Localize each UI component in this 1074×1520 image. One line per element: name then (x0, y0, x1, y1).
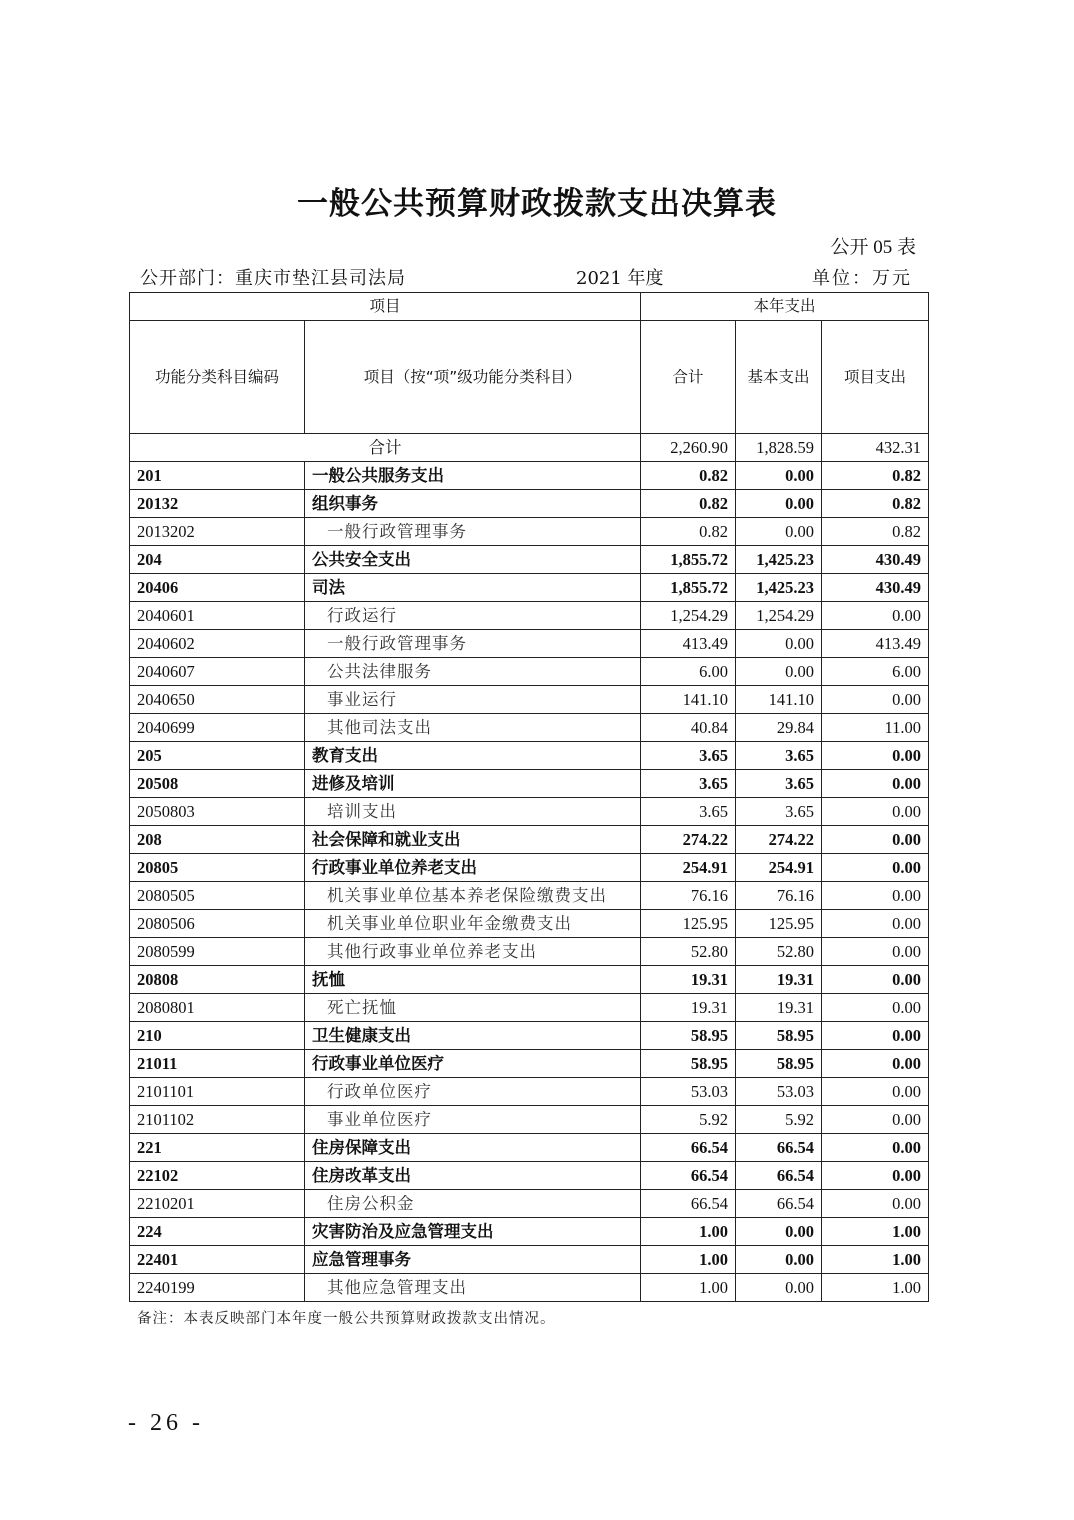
header-expense-group: 本年支出 (641, 293, 929, 321)
table-number: 公开 05 表 (830, 237, 916, 258)
row-total: 19.31 (641, 994, 736, 1022)
header-item-group: 项目 (130, 293, 641, 321)
row-name: 住房保障支出 (305, 1134, 641, 1162)
row-code: 224 (130, 1218, 305, 1246)
row-basic: 125.95 (736, 910, 822, 938)
row-project: 0.00 (822, 798, 929, 826)
header-basic: 基本支出 (736, 321, 822, 434)
row-name: 应急管理事务 (305, 1246, 641, 1274)
row-code: 20132 (130, 490, 305, 518)
row-basic: 66.54 (736, 1134, 822, 1162)
table-row (130, 546, 929, 574)
row-code: 2101102 (130, 1106, 305, 1134)
row-name: 司法 (305, 574, 641, 602)
row-name: 其他应急管理支出 (305, 1274, 641, 1302)
row-name: 机关事业单位基本养老保险缴费支出 (305, 882, 641, 910)
row-project: 0.00 (822, 910, 929, 938)
table-row (130, 966, 929, 994)
row-basic: 0.00 (736, 462, 822, 490)
row-project: 0.00 (822, 1134, 929, 1162)
row-name: 死亡抚恤 (305, 994, 641, 1022)
row-project: 1.00 (822, 1274, 929, 1302)
row-code: 208 (130, 826, 305, 854)
row-name: 行政单位医疗 (305, 1078, 641, 1106)
row-name: 教育支出 (305, 742, 641, 770)
row-total: 413.49 (641, 630, 736, 658)
row-code: 2013202 (130, 518, 305, 546)
table-row (130, 826, 929, 854)
table-row (130, 994, 929, 1022)
row-code: 205 (130, 742, 305, 770)
row-name: 抚恤 (305, 966, 641, 994)
year-label: 2021 年度 (576, 268, 664, 289)
row-total: 6.00 (641, 658, 736, 686)
header-code: 功能分类科目编码 (130, 321, 305, 434)
row-code: 20805 (130, 854, 305, 882)
table-row (130, 574, 929, 602)
table-row (130, 490, 929, 518)
row-code: 20808 (130, 966, 305, 994)
row-name: 事业单位医疗 (305, 1106, 641, 1134)
row-code: 2040602 (130, 630, 305, 658)
row-project: 0.00 (822, 686, 929, 714)
table-row (130, 1050, 929, 1078)
row-code: 20406 (130, 574, 305, 602)
table-row (130, 714, 929, 742)
total-project: 432.31 (822, 434, 929, 462)
row-basic: 53.03 (736, 1078, 822, 1106)
table-row (130, 1246, 929, 1274)
row-code: 204 (130, 546, 305, 574)
row-basic: 0.00 (736, 1218, 822, 1246)
table-note: 备注：本表反映部门本年度一般公共预算财政拨款支出情况。 (137, 1311, 556, 1327)
header-column-row (130, 321, 929, 434)
row-total: 1,254.29 (641, 602, 736, 630)
row-basic: 3.65 (736, 742, 822, 770)
row-project: 430.49 (822, 546, 929, 574)
row-total: 0.82 (641, 490, 736, 518)
header-name: 项目（按“项”级功能分类科目） (305, 321, 641, 434)
row-name: 灾害防治及应急管理支出 (305, 1218, 641, 1246)
table-row (130, 910, 929, 938)
table-row (130, 1106, 929, 1134)
row-total: 1,855.72 (641, 574, 736, 602)
row-code: 2040607 (130, 658, 305, 686)
row-basic: 58.95 (736, 1022, 822, 1050)
row-basic: 19.31 (736, 994, 822, 1022)
row-name: 公共法律服务 (305, 658, 641, 686)
row-project: 6.00 (822, 658, 929, 686)
table-row (130, 1274, 929, 1302)
table-row (130, 602, 929, 630)
row-code: 20508 (130, 770, 305, 798)
row-name: 住房改革支出 (305, 1162, 641, 1190)
row-total: 5.92 (641, 1106, 736, 1134)
row-name: 行政事业单位养老支出 (305, 854, 641, 882)
header-project: 项目支出 (822, 321, 929, 434)
row-project: 0.82 (822, 490, 929, 518)
row-project: 430.49 (822, 574, 929, 602)
row-basic: 274.22 (736, 826, 822, 854)
page-number: - 26 - (128, 1410, 204, 1436)
row-name: 行政运行 (305, 602, 641, 630)
unit-label: 单位：万元 (812, 268, 912, 289)
table-row (130, 798, 929, 826)
header-group-row (130, 293, 929, 321)
row-total: 40.84 (641, 714, 736, 742)
row-basic: 3.65 (736, 798, 822, 826)
row-basic: 254.91 (736, 854, 822, 882)
row-total: 1,855.72 (641, 546, 736, 574)
table-row (130, 1162, 929, 1190)
table-row (130, 1022, 929, 1050)
row-project: 0.00 (822, 1022, 929, 1050)
row-basic: 29.84 (736, 714, 822, 742)
row-code: 2040699 (130, 714, 305, 742)
table-row (130, 462, 929, 490)
row-name: 一般公共服务支出 (305, 462, 641, 490)
row-name: 机关事业单位职业年金缴费支出 (305, 910, 641, 938)
row-total: 19.31 (641, 966, 736, 994)
total-basic: 1,828.59 (736, 434, 822, 462)
row-project: 0.00 (822, 826, 929, 854)
row-basic: 0.00 (736, 658, 822, 686)
row-project: 0.00 (822, 994, 929, 1022)
row-name: 培训支出 (305, 798, 641, 826)
row-total: 3.65 (641, 798, 736, 826)
table-row (130, 1134, 929, 1162)
row-code: 2080505 (130, 882, 305, 910)
row-project: 0.00 (822, 770, 929, 798)
table-row (130, 1218, 929, 1246)
row-total: 3.65 (641, 742, 736, 770)
row-name: 卫生健康支出 (305, 1022, 641, 1050)
row-basic: 5.92 (736, 1106, 822, 1134)
table-row (130, 1190, 929, 1218)
row-basic: 66.54 (736, 1190, 822, 1218)
row-basic: 52.80 (736, 938, 822, 966)
row-project: 0.82 (822, 518, 929, 546)
table-row (130, 854, 929, 882)
table-row (130, 742, 929, 770)
row-name: 组织事务 (305, 490, 641, 518)
row-project: 0.82 (822, 462, 929, 490)
table-row (130, 630, 929, 658)
row-total: 52.80 (641, 938, 736, 966)
table-row (130, 938, 929, 966)
row-project: 0.00 (822, 602, 929, 630)
row-project: 0.00 (822, 742, 929, 770)
row-project: 0.00 (822, 1106, 929, 1134)
row-name: 行政事业单位医疗 (305, 1050, 641, 1078)
row-project: 0.00 (822, 966, 929, 994)
row-total: 66.54 (641, 1162, 736, 1190)
row-total: 66.54 (641, 1134, 736, 1162)
total-label: 合计 (130, 434, 641, 462)
row-code: 2080801 (130, 994, 305, 1022)
row-code: 2101101 (130, 1078, 305, 1106)
row-project: 11.00 (822, 714, 929, 742)
row-project: 0.00 (822, 882, 929, 910)
row-project: 1.00 (822, 1218, 929, 1246)
row-code: 2040601 (130, 602, 305, 630)
expenditure-table (129, 292, 929, 1302)
row-project: 0.00 (822, 1050, 929, 1078)
row-name: 社会保障和就业支出 (305, 826, 641, 854)
row-total: 141.10 (641, 686, 736, 714)
row-project: 0.00 (822, 1162, 929, 1190)
row-code: 210 (130, 1022, 305, 1050)
row-project: 0.00 (822, 938, 929, 966)
row-name: 住房公积金 (305, 1190, 641, 1218)
row-code: 2210201 (130, 1190, 305, 1218)
row-code: 2240199 (130, 1274, 305, 1302)
table-row (130, 770, 929, 798)
table-row (130, 1078, 929, 1106)
department-label: 公开部门：重庆市垫江县司法局 (140, 268, 406, 289)
row-total: 66.54 (641, 1190, 736, 1218)
row-name: 公共安全支出 (305, 546, 641, 574)
row-code: 2080599 (130, 938, 305, 966)
row-total: 1.00 (641, 1218, 736, 1246)
row-basic: 0.00 (736, 518, 822, 546)
row-project: 413.49 (822, 630, 929, 658)
row-total: 1.00 (641, 1246, 736, 1274)
row-name: 进修及培训 (305, 770, 641, 798)
table-row (130, 518, 929, 546)
row-project: 1.00 (822, 1246, 929, 1274)
row-name: 事业运行 (305, 686, 641, 714)
table-row (130, 882, 929, 910)
row-basic: 1,425.23 (736, 546, 822, 574)
row-name: 其他司法支出 (305, 714, 641, 742)
row-basic: 76.16 (736, 882, 822, 910)
row-code: 21011 (130, 1050, 305, 1078)
row-basic: 19.31 (736, 966, 822, 994)
row-total: 125.95 (641, 910, 736, 938)
row-code: 221 (130, 1134, 305, 1162)
row-project: 0.00 (822, 1190, 929, 1218)
row-name: 一般行政管理事务 (305, 630, 641, 658)
row-basic: 1,425.23 (736, 574, 822, 602)
row-basic: 141.10 (736, 686, 822, 714)
row-basic: 0.00 (736, 1246, 822, 1274)
row-basic: 66.54 (736, 1162, 822, 1190)
row-name: 一般行政管理事务 (305, 518, 641, 546)
total-amount: 2,260.90 (641, 434, 736, 462)
row-basic: 58.95 (736, 1050, 822, 1078)
table-row (130, 686, 929, 714)
row-basic: 0.00 (736, 1274, 822, 1302)
row-basic: 0.00 (736, 630, 822, 658)
row-basic: 0.00 (736, 490, 822, 518)
header-total: 合计 (641, 321, 736, 434)
row-total: 53.03 (641, 1078, 736, 1106)
row-total: 0.82 (641, 462, 736, 490)
row-total: 58.95 (641, 1050, 736, 1078)
total-row (130, 434, 929, 462)
row-code: 2050803 (130, 798, 305, 826)
row-total: 0.82 (641, 518, 736, 546)
row-basic: 3.65 (736, 770, 822, 798)
row-total: 58.95 (641, 1022, 736, 1050)
document-title: 一般公共预算财政拨款支出决算表 (297, 186, 777, 222)
row-total: 254.91 (641, 854, 736, 882)
row-project: 0.00 (822, 854, 929, 882)
row-code: 2080506 (130, 910, 305, 938)
row-code: 22401 (130, 1246, 305, 1274)
row-code: 201 (130, 462, 305, 490)
row-total: 76.16 (641, 882, 736, 910)
row-name: 其他行政事业单位养老支出 (305, 938, 641, 966)
row-code: 2040650 (130, 686, 305, 714)
row-total: 3.65 (641, 770, 736, 798)
row-project: 0.00 (822, 1078, 929, 1106)
row-basic: 1,254.29 (736, 602, 822, 630)
row-total: 1.00 (641, 1274, 736, 1302)
table-row (130, 658, 929, 686)
row-code: 22102 (130, 1162, 305, 1190)
row-total: 274.22 (641, 826, 736, 854)
